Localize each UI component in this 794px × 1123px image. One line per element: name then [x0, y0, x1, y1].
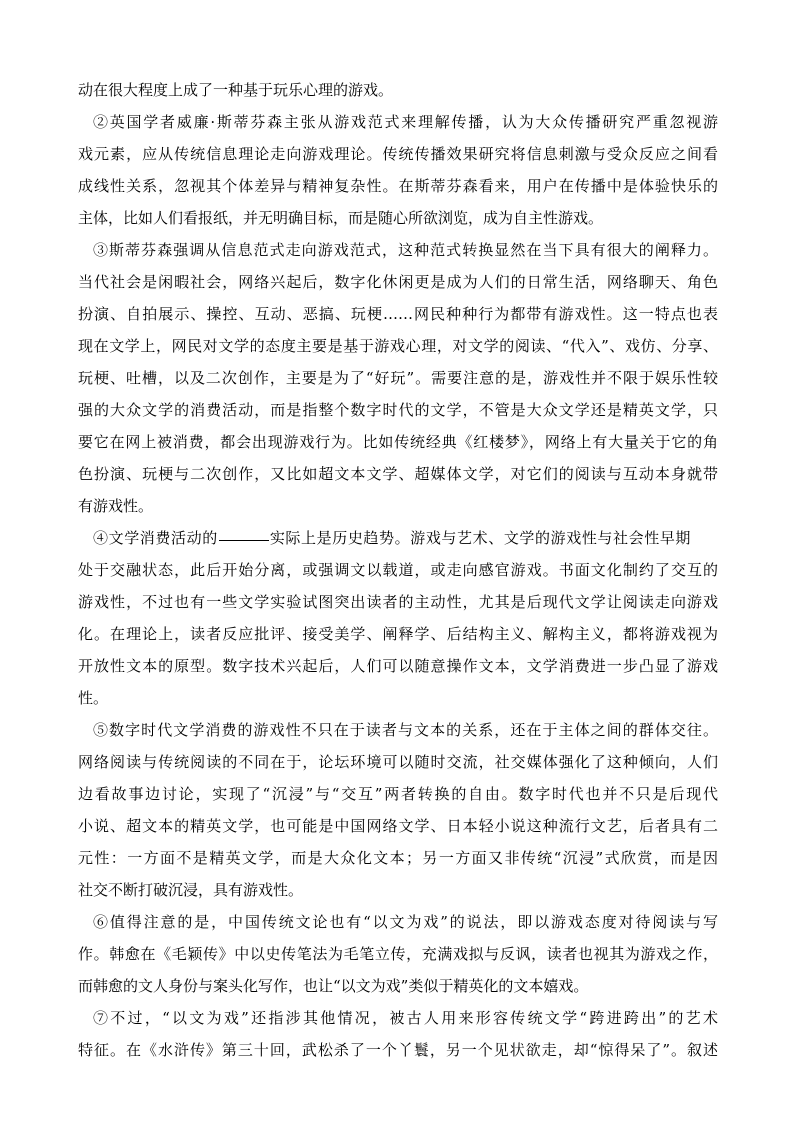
text-line [78, 202, 718, 234]
text-content: 元性：一方面不是精英文学，而是大众化文本；另一方面又非传统“沉浸”式欣赏，而是因 [78, 849, 718, 867]
text-content: 要它在网上被消费，都会出现游戏行为。比如传统经典《红楼梦》，网络上有大量关于它的角 [78, 433, 718, 451]
text-content: 成线性关系，忽视其个体差异与精神复杂性。在斯蒂芬森看来，用户在传播中是体验快乐的 [78, 177, 718, 195]
text-content: 而韩愈的文人身份与案头化写作，也让“以文为戏”类似于精英化的文本嬉戏。 [78, 977, 589, 995]
text-line [78, 874, 718, 906]
text-content: ⑥值得注意的是，中国传统文论也有“以文为戏”的说法，即以游戏态度对待阅读与写 [93, 913, 718, 931]
text-content: 处于交融状态，此后开始分离，或强调文以载道，或走向感官游戏。书面文化制约了交互的 [78, 561, 718, 579]
text-content: 网络阅读与传统阅读的不同在于，论坛环境可以随时交流，社交媒体强化了这种倾向，人们 [78, 753, 718, 771]
text-line [78, 394, 718, 426]
text-line [78, 106, 718, 138]
text-content: 主体，比如人们看报纸，并无明确目标，而是随心所欲浏览，成为自主性游戏。 [78, 209, 604, 227]
text-content: ②英国学者威廉·斯蒂芬森主张从游戏范式来理解传播，认为大众传播研究严重忽视游 [93, 113, 718, 131]
text-content: 当代社会是闲暇社会，网络兴起后，数字化休闲更是成为人们的日常生活，网络聊天、角色 [78, 273, 718, 291]
text-line [78, 970, 718, 1002]
text-content: 社交不断打破沉浸，具有游戏性。 [78, 881, 304, 899]
text-content: 戏元素，应从传统信息理论走向游戏理论。传统传播效果研究将信息刺激与受众反应之间看 [78, 145, 718, 163]
text-line [78, 458, 718, 490]
text-content: 现在文学上，网民对文学的态度主要是基于游戏心理，对文学的阅读、“代入”、戏仿、分享、 [78, 337, 718, 355]
text-content: 化。在理论上，读者反应批评、接受美学、阐释学、后结构主义、解构主义，都将游戏视为 [78, 625, 718, 643]
text-content: 有游戏性。 [78, 497, 154, 515]
text-line [78, 618, 718, 650]
text-content: 强的大众文学的消费活动，而是指整个数字时代的文学，不管是大众文学还是精英文学，只 [78, 401, 718, 419]
text-content: ⑤数字时代文学消费的游戏性不只在于读者与文本的关系，还在于主体之间的群体交往。 [93, 721, 718, 739]
text-line [78, 1002, 718, 1034]
text-content: 动在很大程度上成了一种基于玩乐心理的游戏。 [78, 81, 394, 99]
text-line [78, 234, 718, 266]
text-segment: 实际上是历史趋势。游戏与艺术、文学的游戏性与社会性早期 [269, 529, 692, 547]
text-line [78, 362, 718, 394]
text-line [78, 522, 718, 554]
text-content: 扮演、自拍展示、操控、互动、恶搞、玩梗……网民种种行为都带有游戏性。这一特点也表 [78, 305, 718, 323]
text-line [78, 266, 718, 298]
text-line [78, 906, 718, 938]
text-content: 特征。在《水浒传》第三十回，武松杀了一个丫鬟，另一个见状欲走，却“惊得呆了”。叙述 [78, 1041, 718, 1059]
text-line [78, 714, 718, 746]
text-content: 性。 [78, 689, 109, 707]
text-content: 作。韩愈在《毛颖传》中以史传笔法为毛笔立传，充满戏拟与反讽，读者也视其为游戏之作， [78, 945, 718, 963]
text-segment: ④文学消费活动的 [93, 529, 218, 547]
text-content: 边看故事边讨论，实现了“沉浸”与“交互”两者转换的自由。数字时代也并不只是后现代 [78, 785, 718, 803]
text-line [78, 554, 718, 586]
text-line [78, 1034, 718, 1066]
text-line [78, 170, 718, 202]
text-line [78, 426, 718, 458]
text-line [78, 682, 718, 714]
text-content: 玩梗、吐槽，以及二次创作，主要是为了“好玩”。需要注意的是，游戏性并不限于娱乐性较 [78, 369, 718, 387]
text-line [78, 138, 718, 170]
text-line [78, 74, 718, 106]
text-content: ③斯蒂芬森强调从信息范式走向游戏范式，这种范式转换显然在当下具有很大的阐释力。 [93, 241, 718, 259]
text-line [78, 298, 718, 330]
text-line [78, 746, 718, 778]
text-line [78, 490, 718, 522]
document-page [78, 74, 718, 1066]
text-line [78, 650, 718, 682]
text-line [78, 842, 718, 874]
text-line [78, 938, 718, 970]
text-line [78, 586, 718, 618]
text-content: 游戏性，不过也有一些文学实验试图突出读者的主动性，尤其是后现代文学让阅读走向游戏 [78, 593, 718, 611]
text-line [78, 330, 718, 362]
answer-blank [219, 522, 269, 541]
text-content: ⑦不过，“以文为戏”还指涉其他情况，被古人用来形容传统文学“跨进跨出”的艺术 [93, 1009, 718, 1027]
text-line [78, 810, 718, 842]
text-content: 色扮演、玩梗与二次创作，又比如超文本文学、超媒体文学，对它们的阅读与互动本身就带 [78, 465, 718, 483]
text-line [78, 778, 718, 810]
text-content: 小说、超文本的精英文学，也可能是中国网络文学、日本轻小说这种流行文艺，后者具有二 [78, 817, 718, 835]
text-content: 开放性文本的原型。数字技术兴起后，人们可以随意操作文本，文学消费进一步凸显了游戏 [78, 657, 718, 675]
